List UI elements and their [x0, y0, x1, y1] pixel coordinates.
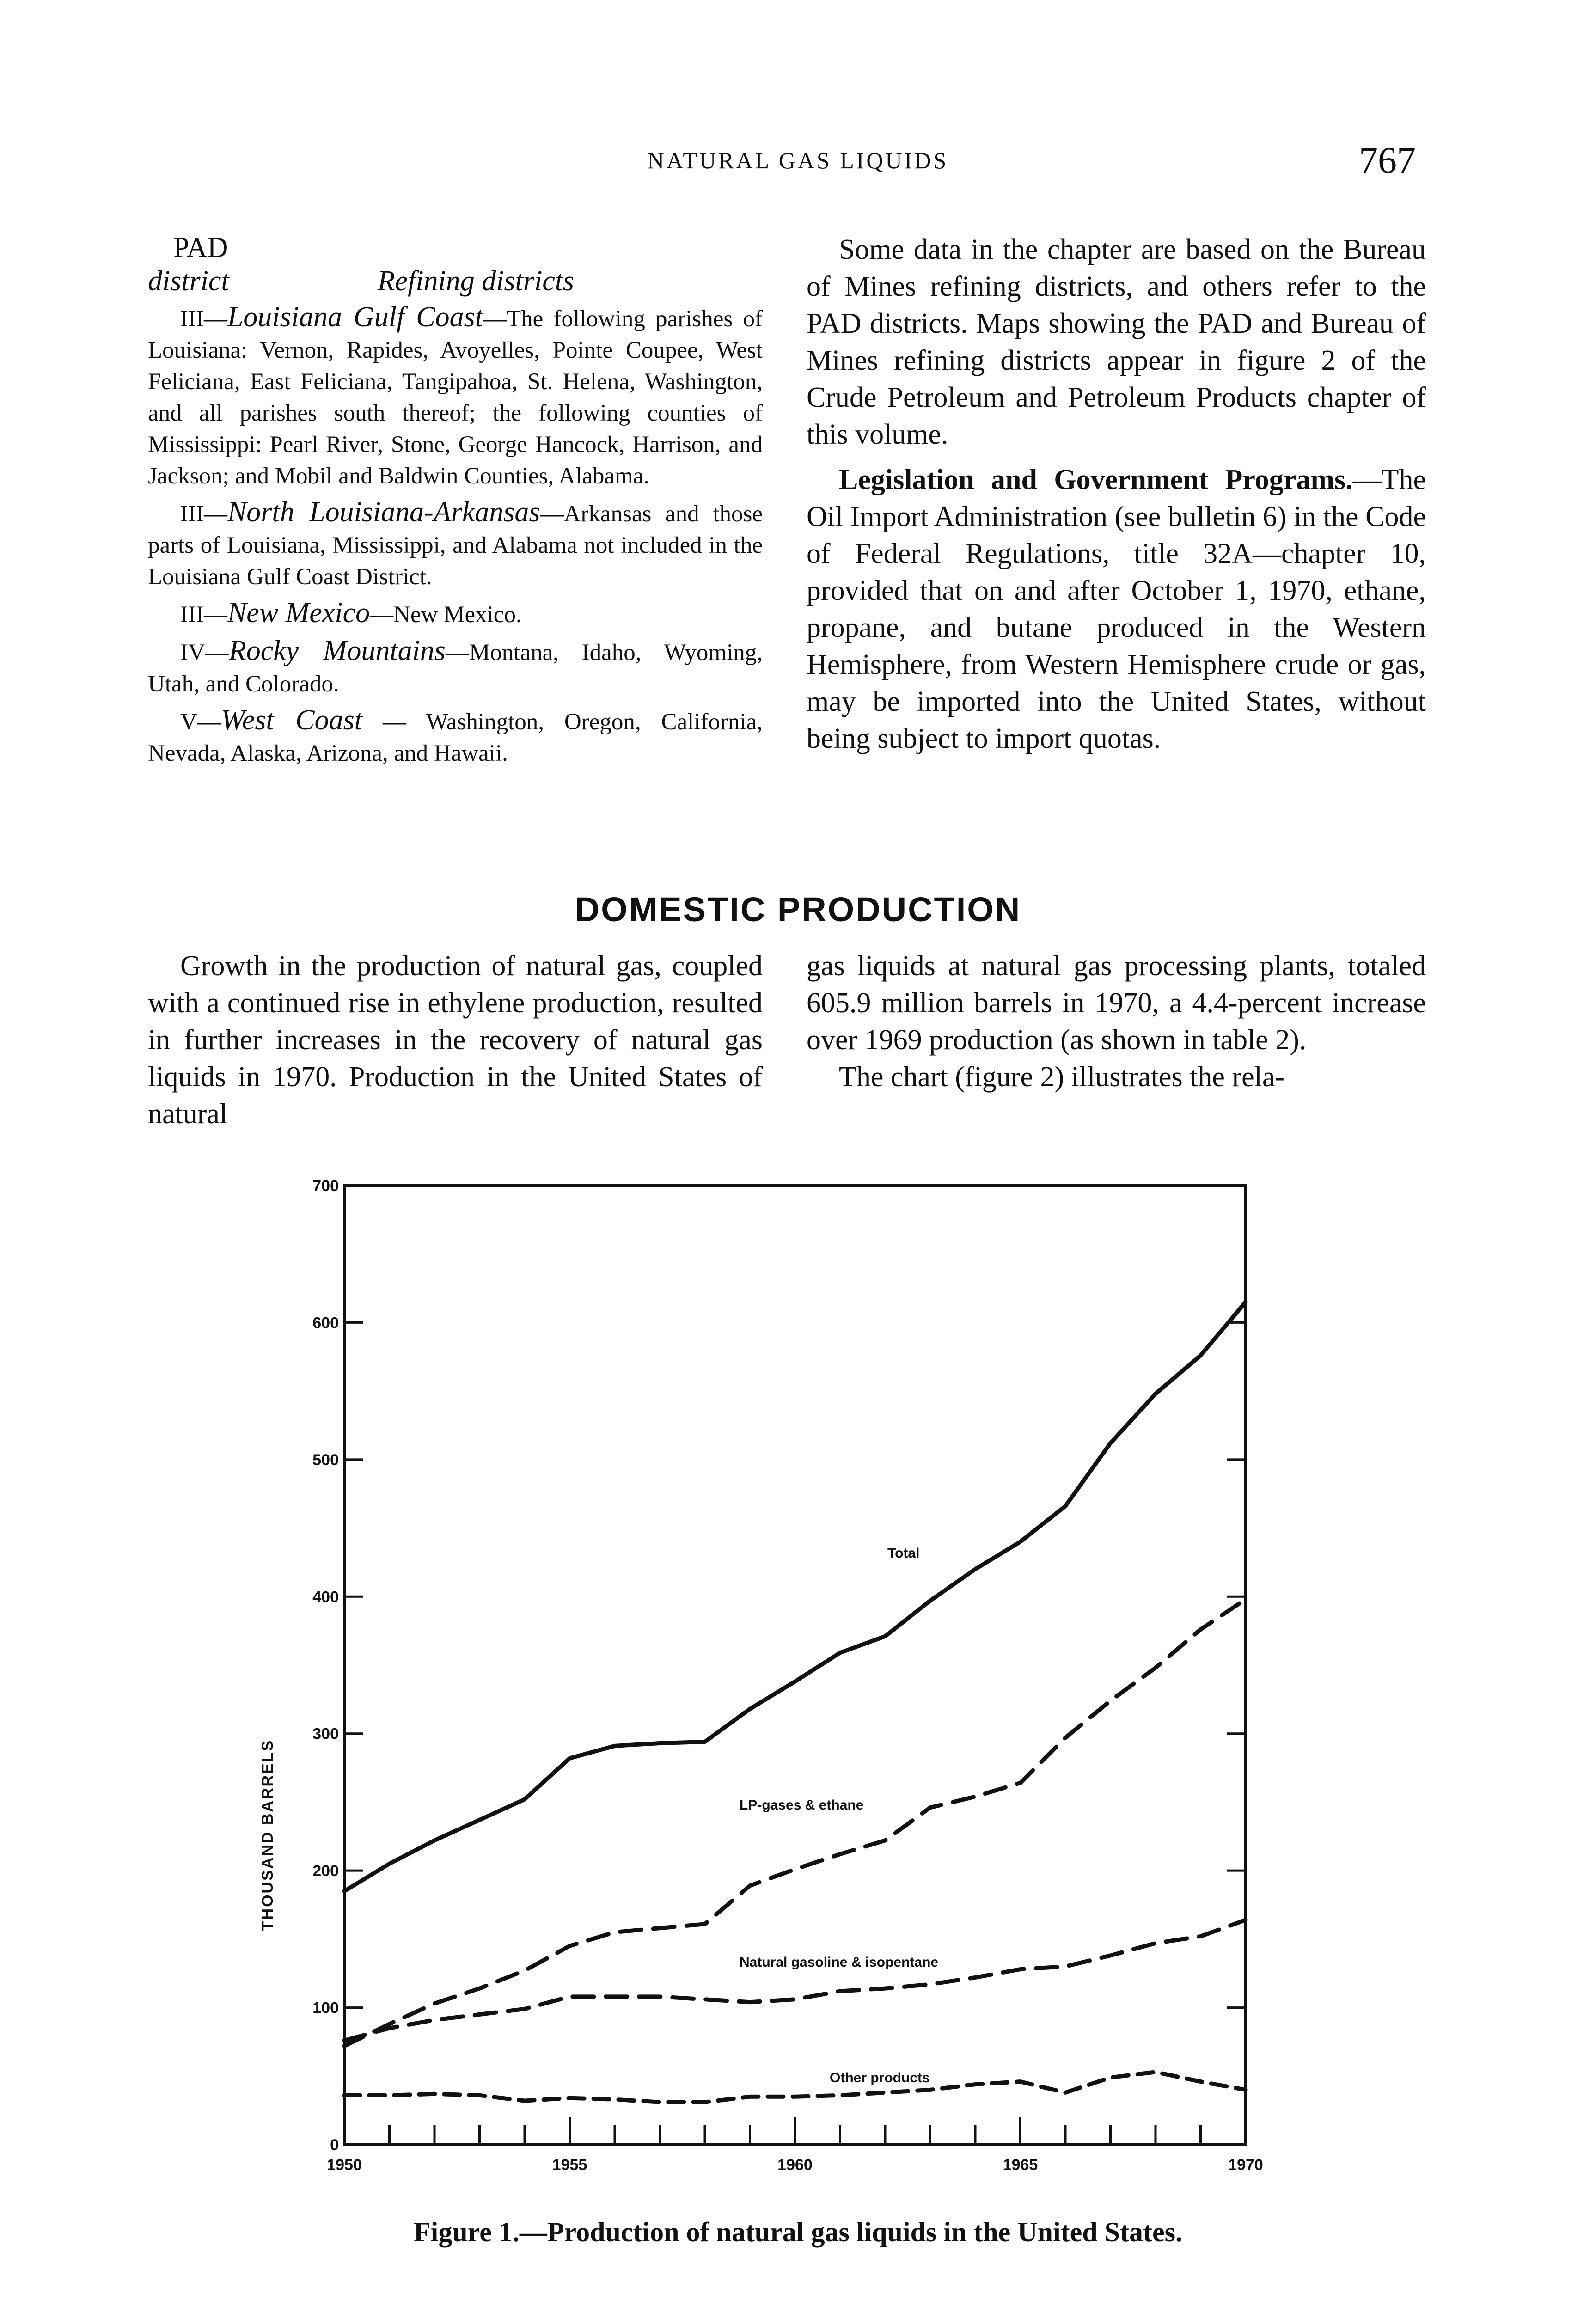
- district-entry: V—West Coast — Washington, Oregon, California, Nevada, Alaska, Arizona, and Hawaii.: [148, 704, 763, 766]
- x-tick-label: 1970: [1228, 2156, 1263, 2174]
- y-tick-label: 400: [312, 1588, 339, 1606]
- figure-caption: Figure 1.—Production of natural gas liquids in the United States.: [414, 2217, 1182, 2247]
- district-entry: III—North Louisiana-Arkansas—Arkansas and those parts of Louisiana, Mississippi, and Alabama not included in the Louisiana Gulf Coast District.: [148, 496, 763, 590]
- paragraph: Some data in the chapter are based on the Bureau of Mines refining districts, and others refer to the PAD districts. Maps showing the PAD and Bureau of Mines refining districts appear in figure 2 of the Crude Petroleum and Petroleum Products chapter of this volume.: [807, 234, 1426, 450]
- district-list: [148, 301, 763, 769]
- district-entry: IV—Rocky Mountains—Montana, Idaho, Wyoming, Utah, and Colorado.: [148, 635, 763, 697]
- body-right: [807, 948, 1426, 1095]
- running-head: NATURAL GAS LIQUIDS: [647, 147, 949, 173]
- body-left: [148, 948, 763, 1132]
- plot-border: [344, 1186, 1246, 2145]
- pad-label: PAD: [173, 232, 228, 263]
- page-number: 767: [1359, 139, 1416, 181]
- district-entry: III—New Mexico—New Mexico.: [180, 597, 522, 629]
- y-tick-label: 300: [312, 1725, 339, 1743]
- y-axis: [312, 1177, 1246, 2154]
- series-line: [344, 1599, 1246, 2046]
- y-tick-label: 600: [312, 1314, 339, 1332]
- y-tick-label: 0: [330, 2136, 339, 2154]
- y-tick-label: 100: [312, 1999, 339, 2017]
- series-label-total: Total: [887, 1546, 920, 1561]
- paragraph: Legislation and Government Programs.—The Oil Import Administration (see bulletin 6) in the Code of Federal Regulations, title 32A—chapter 10, provided that on and after October 1, 1970, ethane, propane, and butane produced in the Western Hemisphere, from Western Hemisphere crude or gas, may be imported into the United States, without being subject to import quotas.: [807, 464, 1426, 754]
- series-line: [344, 2072, 1246, 2102]
- paragraph: Growth in the production of natural gas, coupled with a continued rise in ethylene production, resulted in further increases in the recovery of natural gas liquids in 1970. Production in the United States of natural: [148, 950, 763, 1130]
- plot-frame: [344, 1186, 1246, 2145]
- paragraph: gas liquids at natural gas processing plants, totaled 605.9 million barrels in 1970, a 4.4-percent increase over 1969 production (as shown in table 2).: [807, 950, 1426, 1056]
- paragraph: The chart (figure 2) illustrates the rela-: [839, 1061, 1284, 1093]
- x-tick-label: 1950: [327, 2156, 362, 2174]
- y-tick-label: 500: [312, 1451, 339, 1469]
- x-tick-label: 1965: [1003, 2156, 1038, 2174]
- refining-districts-label: Refining districts: [377, 265, 575, 297]
- series-label-other-products: Other products: [830, 2070, 930, 2085]
- district-label: district: [148, 265, 229, 297]
- section-heading: DOMESTIC PRODUCTION: [575, 890, 1021, 929]
- district-name: West Coast: [220, 704, 363, 736]
- y-axis-label: THOUSAND BARRELS: [259, 1739, 276, 1931]
- district-entry: III—Louisiana Gulf Coast—The following parishes of Louisiana: Vernon, Rapides, Avoyelles, Pointe Coupee, West Feliciana, East Feliciana, Tangipahoa, St. Helena, Washington, and all parishes south thereof; the following counties of Mississippi: Pearl River, Stone, George Hancock, Harrison, and Jackson; and Mobil and Baldwin Counties, Alabama.: [148, 301, 763, 489]
- y-tick-label: 200: [312, 1862, 339, 1880]
- y-tick-label: 700: [312, 1177, 339, 1195]
- series-layer: [344, 1302, 1246, 2102]
- pad-heading: [148, 231, 763, 298]
- legislation-heading: Legislation and Government Programs.: [839, 464, 1353, 495]
- series-line: [344, 1920, 1246, 2041]
- district-name: Louisiana Gulf Coast: [227, 301, 483, 333]
- x-tick-label: 1955: [552, 2156, 587, 2174]
- production-chart: [231, 1165, 1294, 2200]
- series-label-lp-gases: LP-gases & ethane: [740, 1797, 864, 1813]
- series-label-natural-gasoline: Natural gasoline & isopentane: [740, 1955, 939, 1970]
- district-name: North Louisiana-Arkansas: [227, 496, 540, 528]
- right-column: [807, 231, 1426, 757]
- left-column: [148, 231, 763, 774]
- district-name: New Mexico: [227, 597, 370, 629]
- district-name: Rocky Mountains: [228, 635, 446, 666]
- x-tick-label: 1960: [777, 2156, 813, 2174]
